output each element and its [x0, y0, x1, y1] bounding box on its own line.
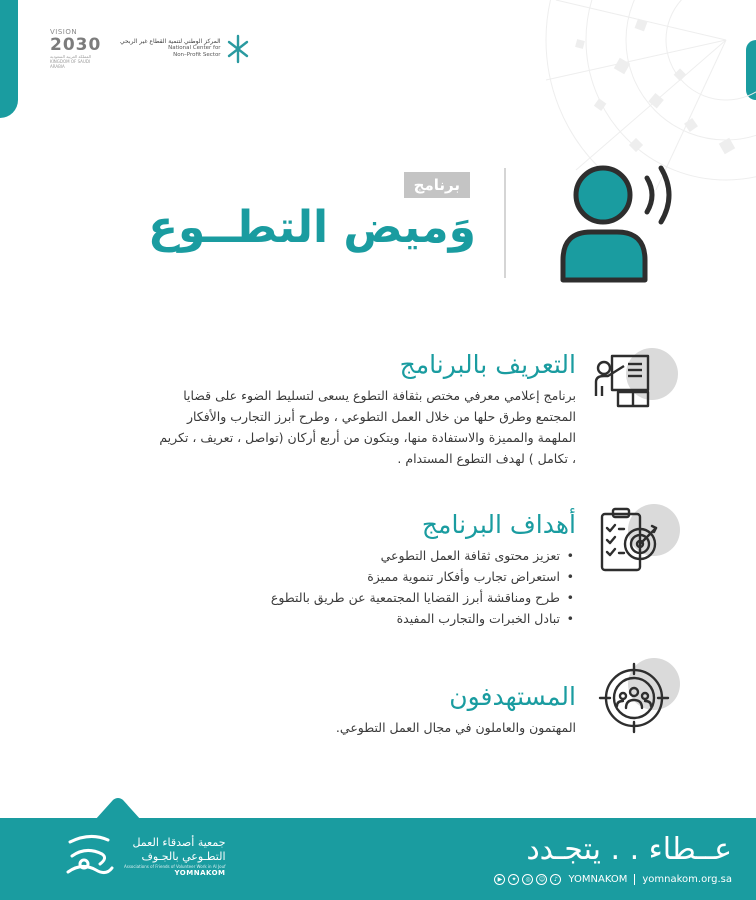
about-title: التعريف بالبرنامج	[399, 350, 576, 379]
speaker-person-icon	[555, 160, 685, 285]
youtube-icon[interactable]: ▶	[494, 874, 505, 885]
goal-item: • طرح ومناقشة أبرز القضايا المجتمعية عن طريق بالتطوع	[156, 587, 576, 608]
ncnp-en-name-1: National Center for	[168, 45, 221, 51]
goals-list	[156, 545, 576, 629]
instagram-icon[interactable]: ◎	[522, 874, 533, 885]
about-section	[156, 350, 576, 469]
calligraphy-emblem-icon	[60, 828, 116, 884]
contact-line	[494, 874, 732, 885]
checklist-target-icon	[592, 500, 682, 580]
association-logo	[60, 828, 226, 884]
goal-item: • تعزيز محتوى ثقافة العمل التطوعي	[156, 545, 576, 566]
association-name-line1: جمعية أصدقاء العمل	[132, 835, 226, 849]
partner-logos	[50, 28, 251, 69]
goals-section	[156, 510, 576, 629]
tiktok-icon[interactable]: ♪	[550, 874, 561, 885]
ncnp-logo	[120, 34, 251, 64]
corner-accent	[0, 0, 18, 118]
program-tag: برنامج	[404, 172, 470, 198]
website-link[interactable]: yomnakom.org.sa	[642, 874, 732, 885]
audience-title: المستهدفون	[449, 682, 576, 711]
ncnp-en-name-2: Non–Profit Sector	[173, 52, 221, 58]
association-name-en: Associations of Friends of Volunteer Work in Al Jouf	[124, 863, 226, 869]
footer-notch	[95, 796, 141, 820]
program-title-block	[148, 172, 476, 253]
ncnp-ar-name: المركز الوطني لتنمية القطاع غير الربحي	[120, 38, 221, 45]
audience-section	[156, 682, 576, 738]
goals-title: أهداف البرنامج	[421, 510, 576, 539]
association-brand: YOMNAKOM	[174, 868, 226, 877]
snapchat-icon[interactable]: ☺	[536, 874, 547, 885]
association-name-line2: التطـوعي بالجـوف	[141, 849, 226, 863]
audience-target-icon	[592, 656, 682, 736]
page-title: وَميض التطــوع	[147, 202, 476, 253]
social-icons	[494, 874, 561, 885]
twitter-icon[interactable]: ✦	[508, 874, 519, 885]
contact-separator	[634, 874, 635, 885]
goal-item: • استعراض تجارب وأفكار تنموية مميزة	[156, 566, 576, 587]
goal-item: • تبادل الخبرات والتجارب المفيدة	[156, 608, 576, 629]
slogan: عــطاء . . يتجـدد	[526, 832, 732, 867]
about-body: برنامج إعلامي معرفي مختص بثقافة التطوع يسعى لتسليط الضوء على قضايا المجتمع وطرق حلها من خلال العمل التطوعي ، وطرح أبرز التجارب والأفكار الملهمة والمميزة والاستفادة منها، ويتكون من أربع أركان (تواصل ، تعريف ، تكريم ، تكامل ) لهدف التطوع المستدام .	[159, 388, 576, 466]
vision-sub: المملكة العربية السعودية KINGDOM OF SAUDI ARABIA	[50, 54, 92, 69]
title-divider	[504, 168, 506, 278]
vision-2030-logo	[50, 28, 106, 69]
presentation-icon	[592, 344, 682, 424]
ncnp-emblem-icon	[225, 34, 251, 64]
audience-body: المهتمون والعاملون في مجال العمل التطوعي.	[335, 720, 576, 735]
vision-label: VISION	[50, 28, 78, 36]
vision-year: 2030	[50, 35, 102, 55]
social-handle: YOMNAKOM	[568, 874, 628, 885]
